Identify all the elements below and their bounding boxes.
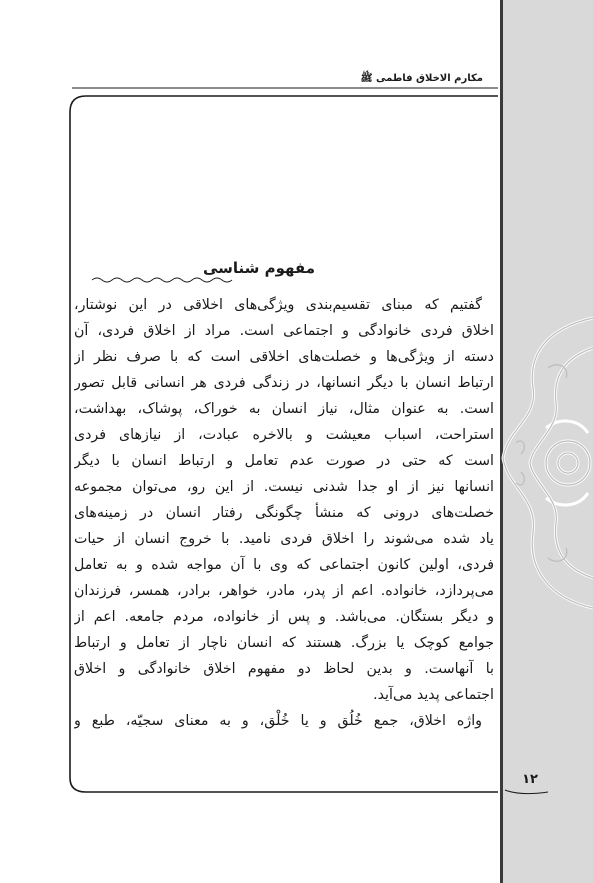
text-line: دسته از ویژگی‌ها و خصلت‌های اخلاقی است که با صرف نظر از [74,349,494,365]
text-line: خصلت‌های درونی که منشأ چگونگی رفتار انسان در زمینه‌های [74,505,494,521]
text-line: اجتماعی پدید می‌آید. [373,687,494,703]
text-line: واژه اخلاق، جمع خُلُق و یا خُلْق، و به معنای سجیّه، طبع و [74,713,482,729]
text-line: یاد شده می‌شوند را اخلاق فردی نامید. با خروج انسان از حیات [74,531,494,547]
text-line: فردی، اولین کانون اجتماعی که وی با آن مواجه شده و به تعامل [74,557,494,573]
text-line: استراحت، اسباب معیشت و بالاخره عبادت، از نیازهای فردی [74,427,494,443]
wavy-divider [92,278,232,282]
text-line: و دیگر بستگان. می‌باشد. و پس از خانواده، مردم جامعه. اعم از [74,609,494,625]
section-heading: مفهوم شناسی [202,259,315,277]
page-number: ۱۲ [522,772,538,787]
running-head: مکارم الاخلاق فاطمی ﷺ [360,73,483,84]
text-line: با آنهاست. و بدین لحاظ دو مفهوم اخلاق خانوادگی و اخلاق [74,661,494,677]
text-line: گفتیم که مبنای تقسیم‌بندی ویژگی‌های اخلاقی در این نوشتار، [74,297,482,313]
text-line: اخلاق فردی خانوادگی و اجتماعی است. مراد از اخلاق فردی، آن [74,323,494,339]
body-paragraph [74,292,494,734]
text-line: می‌پردازد، خانواده. اعم از پدر، مادر، خواهر، برادر، همسر، فرزندان [74,583,494,599]
text-line: انسانها نیز از او جدا شدنی نیست. از این رو، می‌توان مجموعه [74,479,494,495]
text-line: جوامع کوچک یا بزرگ. هستند که انسان ناچار از تعامل و ارتباط [74,635,494,651]
text-line: است. به عنوان مثال، نیاز انسان به خوراک، پوشاک، بهداشت، [74,401,494,417]
text-line: ارتباط انسان با دیگر انسانها، در زندگی فردی هر انسانی قابل تصور [74,375,494,391]
text-line: است که حتی در صورت عدم تعامل و ارتباط انسان با دیگر [74,453,494,469]
